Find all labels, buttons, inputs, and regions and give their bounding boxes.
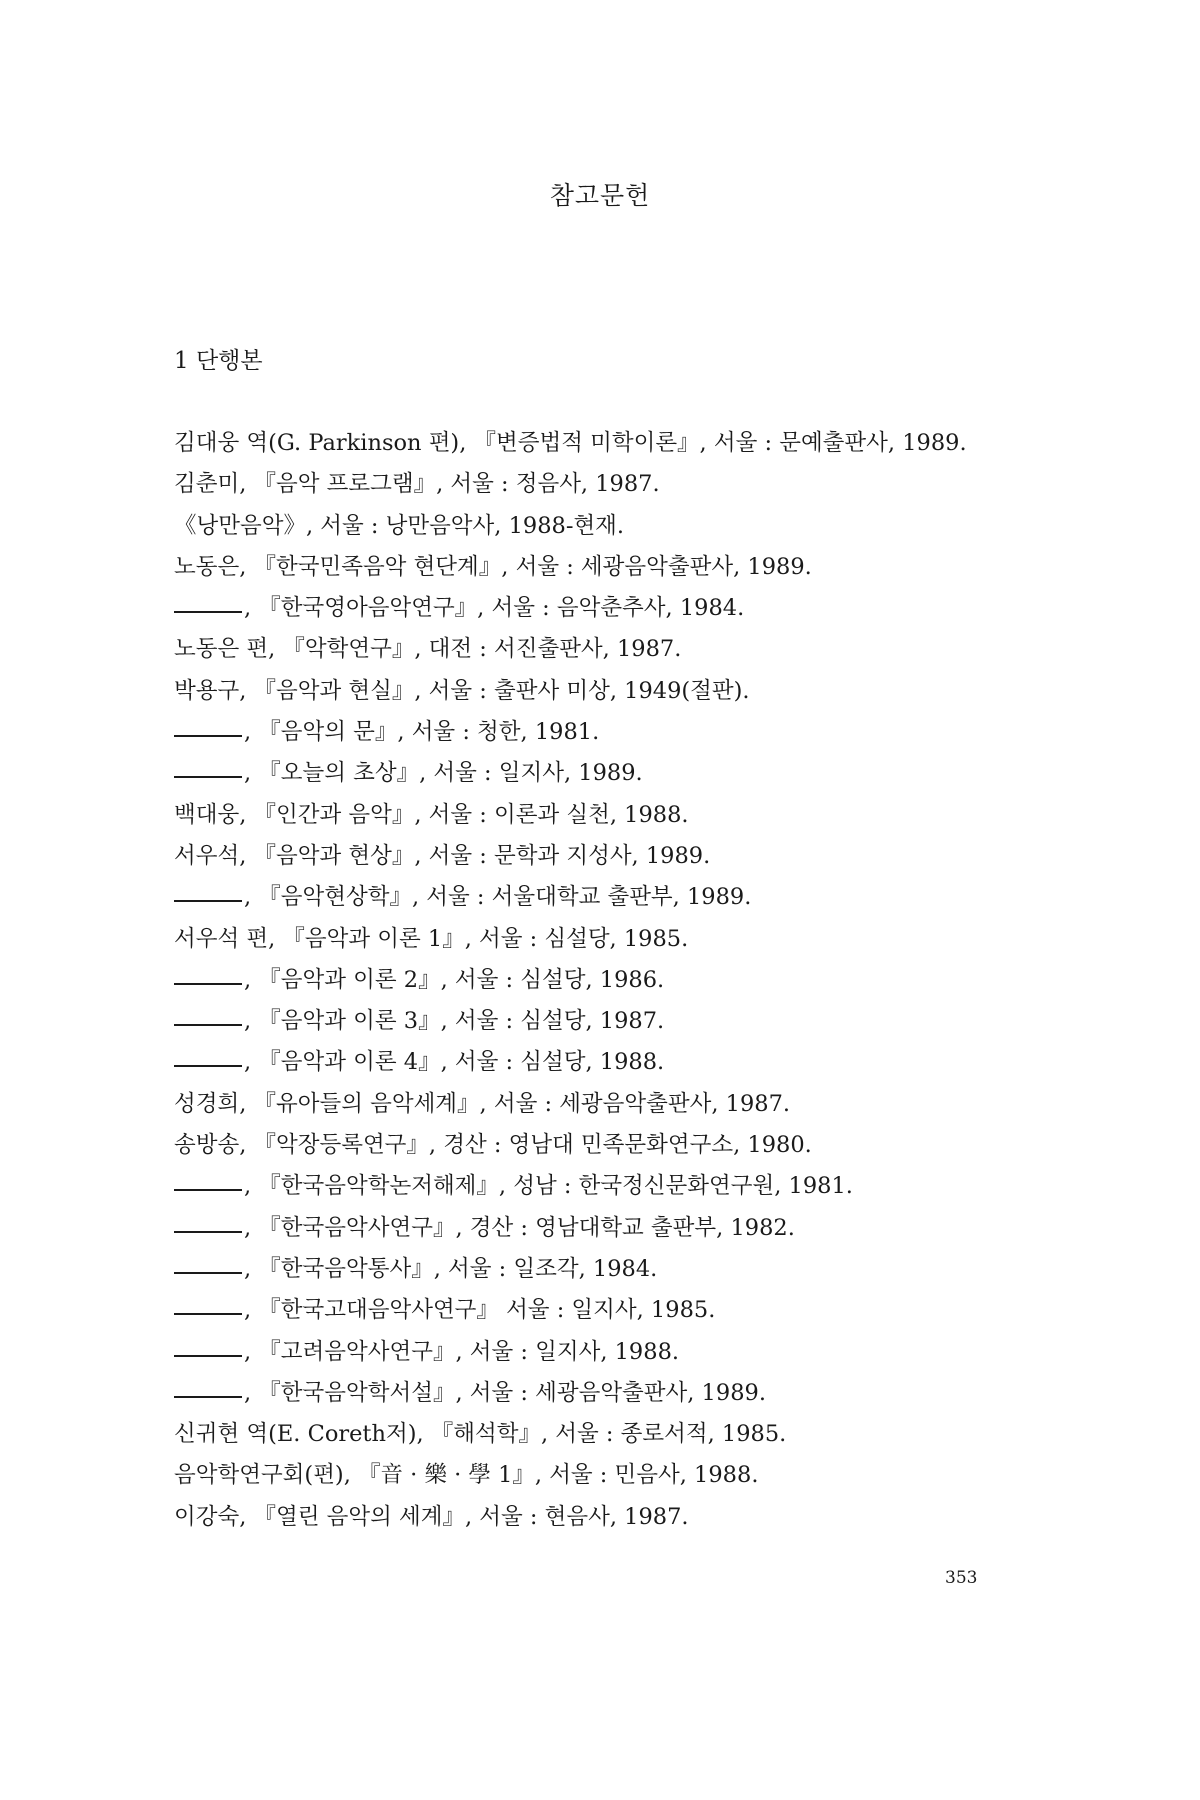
reference-text: 신귀현 역(E. Coreth저), 『해석학』, 서울 : 종로서적, 1985. xyxy=(174,1421,787,1448)
repeated-author-rule xyxy=(174,611,242,613)
reference-entry xyxy=(174,753,1074,794)
reference-text: , 『고려음악사연구』, 서울 : 일지사, 1988. xyxy=(244,1338,680,1365)
reference-text: 김춘미, 『음악 프로그램』, 서울 : 정음사, 1987. xyxy=(174,471,660,498)
repeated-author-rule xyxy=(174,1272,242,1274)
reference-entry xyxy=(174,1290,1074,1331)
reference-entry xyxy=(174,1455,1074,1496)
reference-entry xyxy=(174,877,1074,918)
reference-entry xyxy=(174,1084,1074,1125)
repeated-author-rule xyxy=(174,1396,242,1398)
reference-text: 박용구, 『음악과 현실』, 서울 : 출판사 미상, 1949(절판). xyxy=(174,677,750,704)
reference-entry xyxy=(174,547,1074,588)
reference-text: 노동은, 『한국민족음악 현단계』, 서울 : 세광음악출판사, 1989. xyxy=(174,553,812,580)
reference-entry xyxy=(174,1166,1074,1207)
reference-list xyxy=(174,423,1074,1538)
repeated-author-rule xyxy=(174,1065,242,1067)
reference-text: , 『한국음악학논저해제』, 성남 : 한국정신문화연구원, 1981. xyxy=(244,1173,853,1200)
reference-entry xyxy=(174,506,1074,547)
reference-entry xyxy=(174,1125,1074,1166)
repeated-author-rule xyxy=(174,776,242,778)
reference-text: 성경희, 『유아들의 음악세계』, 서울 : 세광음악출판사, 1987. xyxy=(174,1090,791,1117)
repeated-author-rule xyxy=(174,735,242,737)
reference-text: 이강숙, 『열린 음악의 세계』, 서울 : 현음사, 1987. xyxy=(174,1503,689,1530)
reference-entry xyxy=(174,919,1074,960)
reference-entry xyxy=(174,712,1074,753)
repeated-author-rule xyxy=(174,983,242,985)
section-heading: 1 단행본 xyxy=(174,348,263,374)
reference-text: , 『한국고대음악사연구』 서울 : 일지사, 1985. xyxy=(244,1297,716,1324)
reference-text: 음악학연구회(편), 『音 · 樂 · 學 1』, 서울 : 민음사, 1988. xyxy=(174,1462,759,1489)
reference-entry xyxy=(174,1414,1074,1455)
reference-entry xyxy=(174,671,1074,712)
reference-text: 서우석 편, 『음악과 이론 1』, 서울 : 심설당, 1985. xyxy=(174,925,689,952)
page-title: 참고문헌 xyxy=(549,181,651,210)
repeated-author-rule xyxy=(174,1024,242,1026)
reference-text: , 『음악과 이론 2』, 서울 : 심설당, 1986. xyxy=(244,966,665,993)
reference-entry xyxy=(174,464,1074,505)
reference-text: 김대웅 역(G. Parkinson 편), 『변증법적 미학이론』, 서울 : 문예출판사, 1989. xyxy=(174,430,967,456)
reference-text: 서우석, 『음악과 현상』, 서울 : 문학과 지성사, 1989. xyxy=(174,842,711,869)
reference-entry xyxy=(174,423,1074,464)
page-number: 353 xyxy=(945,1568,978,1588)
reference-text: 백대웅, 『인간과 음악』, 서울 : 이론과 실천, 1988. xyxy=(174,801,689,828)
reference-text: 노동은 편, 『악학연구』, 대전 : 서진출판사, 1987. xyxy=(174,636,682,663)
reference-entry xyxy=(174,588,1074,629)
reference-entry xyxy=(174,960,1074,1001)
reference-entry xyxy=(174,1332,1074,1373)
reference-text: , 『한국영아음악연구』, 서울 : 음악춘추사, 1984. xyxy=(244,595,745,622)
repeated-author-rule xyxy=(174,1355,242,1357)
reference-entry xyxy=(174,1208,1074,1249)
reference-text: , 『오늘의 초상』, 서울 : 일지사, 1989. xyxy=(244,760,643,787)
reference-entry xyxy=(174,1373,1074,1414)
reference-text: , 『한국음악학서설』, 서울 : 세광음악출판사, 1989. xyxy=(244,1379,766,1406)
reference-text: , 『음악현상학』, 서울 : 서울대학교 출판부, 1989. xyxy=(244,884,752,911)
reference-text: 《낭만음악》, 서울 : 낭만음악사, 1988-현재. xyxy=(174,512,625,539)
repeated-author-rule xyxy=(174,1189,242,1191)
reference-entry xyxy=(174,836,1074,877)
repeated-author-rule xyxy=(174,900,242,902)
reference-text: , 『음악과 이론 3』, 서울 : 심설당, 1987. xyxy=(244,1008,665,1035)
reference-text: , 『음악의 문』, 서울 : 청한, 1981. xyxy=(244,719,600,746)
reference-entry xyxy=(174,1249,1074,1290)
reference-entry xyxy=(174,629,1074,670)
reference-entry xyxy=(174,1497,1074,1538)
reference-text: , 『한국음악통사』, 서울 : 일조각, 1984. xyxy=(244,1255,658,1282)
reference-text: , 『음악과 이론 4』, 서울 : 심설당, 1988. xyxy=(244,1049,665,1076)
reference-text: 송방송, 『악장등록연구』, 경산 : 영남대 민족문화연구소, 1980. xyxy=(174,1132,812,1159)
reference-text: , 『한국음악사연구』, 경산 : 영남대학교 출판부, 1982. xyxy=(244,1214,795,1241)
repeated-author-rule xyxy=(174,1231,242,1233)
reference-entry xyxy=(174,795,1074,836)
repeated-author-rule xyxy=(174,1313,242,1315)
reference-entry xyxy=(174,1042,1074,1083)
reference-entry xyxy=(174,1001,1074,1042)
